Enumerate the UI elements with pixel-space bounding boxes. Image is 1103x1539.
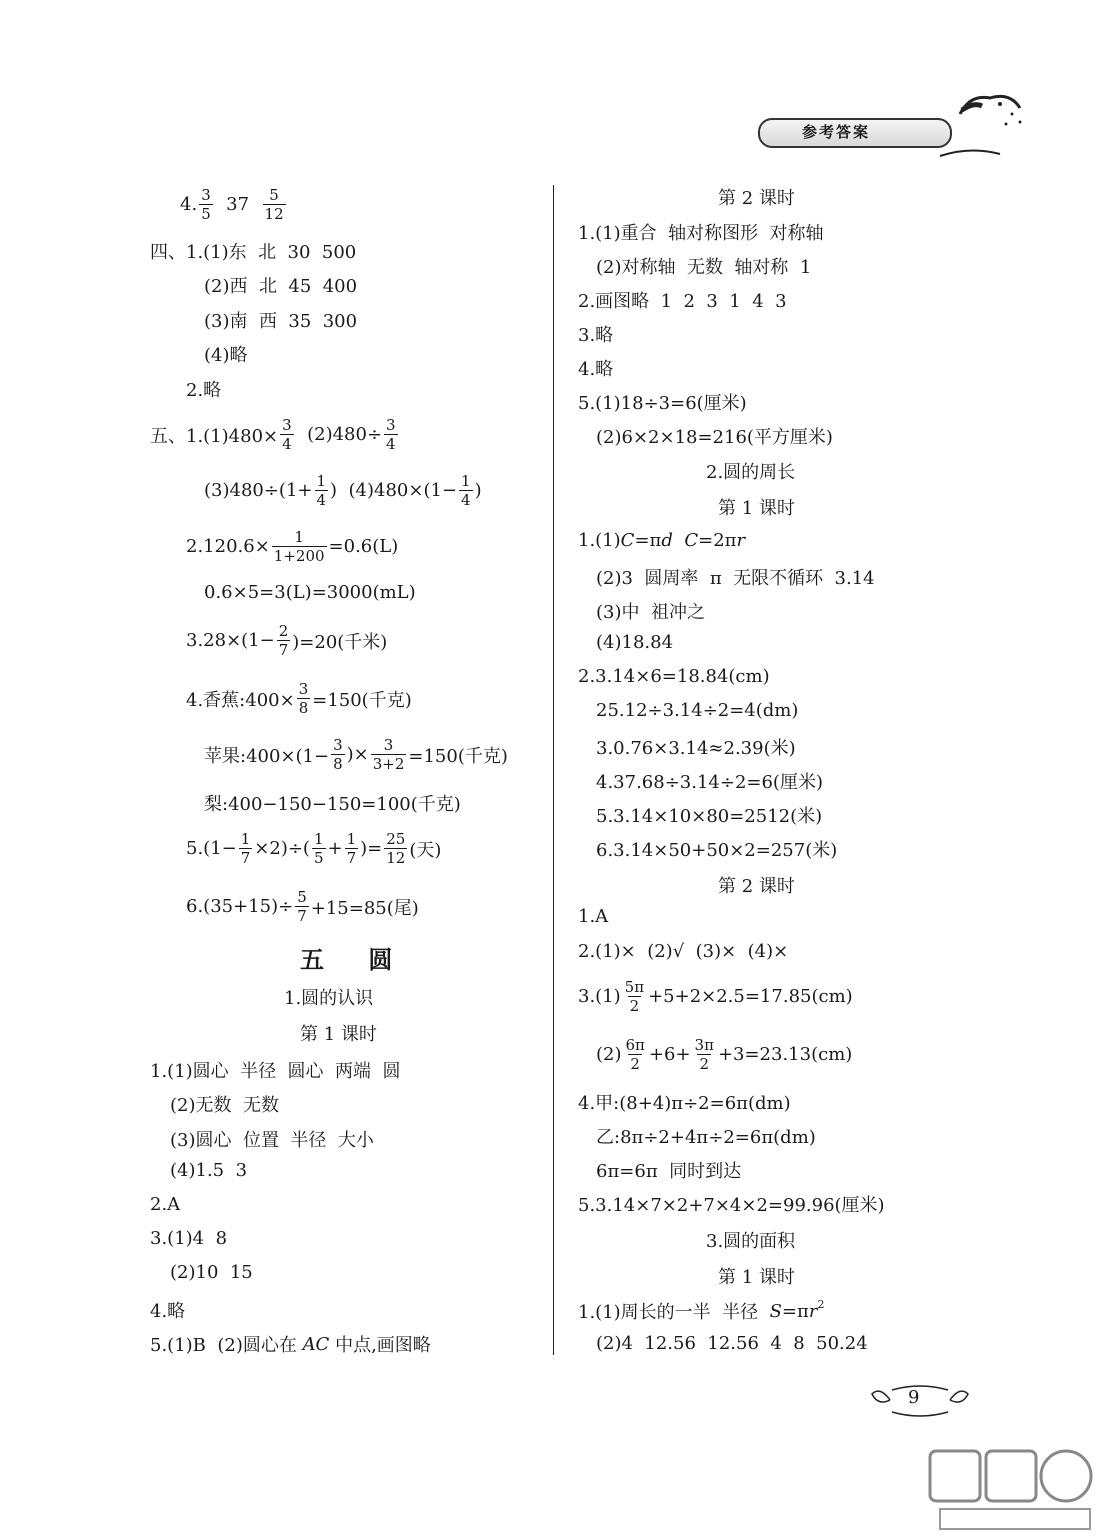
answer-line: 5.3.14×10×80=2512(米) [596,806,823,827]
answer-line: 四、1.(1)东 北 30 500 [150,242,357,263]
answer-line: 3.28×(1− $\frac{2}{7}$ )=20(千米) [186,622,388,659]
answer-line: 1.A [578,906,609,927]
answer-line: 2.画图略 1 2 3 1 4 3 [578,291,787,312]
answer-line: 4.略 [150,1301,186,1322]
answer-line: 2.3.14×6=18.84(cm) [578,666,770,687]
answer-line: (3)南 西 35 300 [204,311,358,332]
header-title: 参考答案 [802,123,871,141]
lesson-title: 第 1 课时 [718,498,795,519]
answer-line: (2)3 圆周率 π 无限不循环 3.14 [596,568,875,589]
answer-line: (2)4 12.56 12.56 4 8 50.24 [596,1333,868,1354]
answer-line: 2.(1)× (2)√ (3)× (4)× [578,941,789,962]
answer-line: 4.略 [578,359,614,380]
section-title: 3.圆的面积 [706,1231,796,1252]
answer-line: 乙:8π÷2+4π÷2=6π(dm) [596,1127,816,1148]
answer-line: 4.37.68÷3.14÷2=6(厘米) [596,772,823,793]
answer-line: (2)无数 无数 [170,1095,279,1116]
page-number: 9 [870,1380,970,1420]
answer-line: 4.香蕉:400× $\frac{3}{8}$ =150(千克) [186,680,412,717]
answer-line: 2.120.6× $\frac{1}{1+200}$ =0.6(L) [186,528,399,565]
answer-line: 3.略 [578,325,614,346]
lesson-title: 第 1 课时 [300,1024,377,1045]
lesson-title: 第 1 课时 [718,1267,795,1288]
answer-line: (2) $\frac{6\pi}{2}$ +6+ $\frac{3\pi}{2}$ +3=23.13(cm) [596,1036,853,1073]
answer-line: 5.(1)B (2)圆心在 AC 中点,画图略 [150,1333,431,1356]
answer-line: 1.(1)圆心 半径 圆心 两端 圆 [150,1061,401,1082]
answer-line: (2)对称轴 无数 轴对称 1 [596,257,812,278]
answer-line: 25.12÷3.14÷2=4(dm) [596,700,799,721]
answer-line: (4)1.5 3 [170,1160,248,1181]
answer-line: (3)480÷(1+ $\frac{1}{4}$ ) (4)480×(1− $\frac{1}{4}$ ) [204,472,482,509]
answer-line: 1.(1)重合 轴对称图形 对称轴 [578,223,824,244]
answer-line: 3.0.76×3.14≈2.39(米) [596,738,796,759]
answer-line: 1.(1) C =π d C =2π r [578,530,746,551]
watermark-logo-icon [920,1445,1100,1535]
answer-line: (3)圆心 位置 半径 大小 [170,1130,374,1151]
answer-line: 4. $\frac{3}{5}$ 37 $\frac{5}{12}$ [180,186,284,223]
answer-line: 5.3.14×7×2+7×4×2=99.96(厘米) [578,1195,885,1216]
answer-line: 5.(1)18÷3=6(厘米) [578,393,747,414]
answer-line: (3)中 祖冲之 [596,602,705,623]
column-divider [553,185,554,1355]
answer-line: 1.(1)周长的一半 半径 S =π r $^2$ [578,1298,825,1323]
answer-line: 6.(35+15)÷ $\frac{5}{7}$ +15=85(尾) [186,888,419,925]
answer-line: 3.(1) $\frac{5\pi}{2}$ +5+2×2.5=17.85(cm) [578,978,853,1015]
answer-line: 6π=6π 同时到达 [596,1161,742,1182]
answer-line: 2.略 [186,380,222,401]
section-title: 2.圆的周长 [706,462,796,483]
answer-line: 2.A [150,1194,181,1215]
answer-line: (4)略 [204,345,248,366]
answer-line: (4)18.84 [596,632,674,653]
section-title: 1.圆的认识 [284,988,374,1009]
page-ornament-icon [870,1380,970,1420]
lesson-title: 第 2 课时 [718,188,795,209]
answer-line: 4.甲:(8+4)π÷2=6π(dm) [578,1093,791,1114]
answer-line: 0.6×5=3(L)=3000(mL) [204,582,416,603]
unit-title: 五 圆 [300,945,411,974]
answer-line: 苹果:400×(1− $\frac{3}{8}$ )× $\frac{3}{3+2}$ =150(千克) [204,736,508,773]
answer-line: (2)10 15 [170,1262,253,1283]
answer-line: 3.(1)4 8 [150,1228,228,1249]
answer-line: (2)西 北 45 400 [204,276,358,297]
header-banner [758,118,968,148]
answer-line: 五、1.(1)480× $\frac{3}{4}$ (2)480÷ $\frac{3}{4}$ [150,416,396,453]
answer-line: 5.(1− $\frac{1}{7}$ ×2)÷( $\frac{1}{5}$ + $\frac{1}{7}$ )= $\frac{25}{12}$ (天) [186,830,442,867]
answer-line: 梨:400−150−150=100(千克) [204,794,461,815]
answer-line: (2)6×2×18=216(平方厘米) [596,427,833,448]
answer-line: 6.3.14×50+50×2=257(米) [596,840,838,861]
lesson-title: 第 2 课时 [718,876,795,897]
